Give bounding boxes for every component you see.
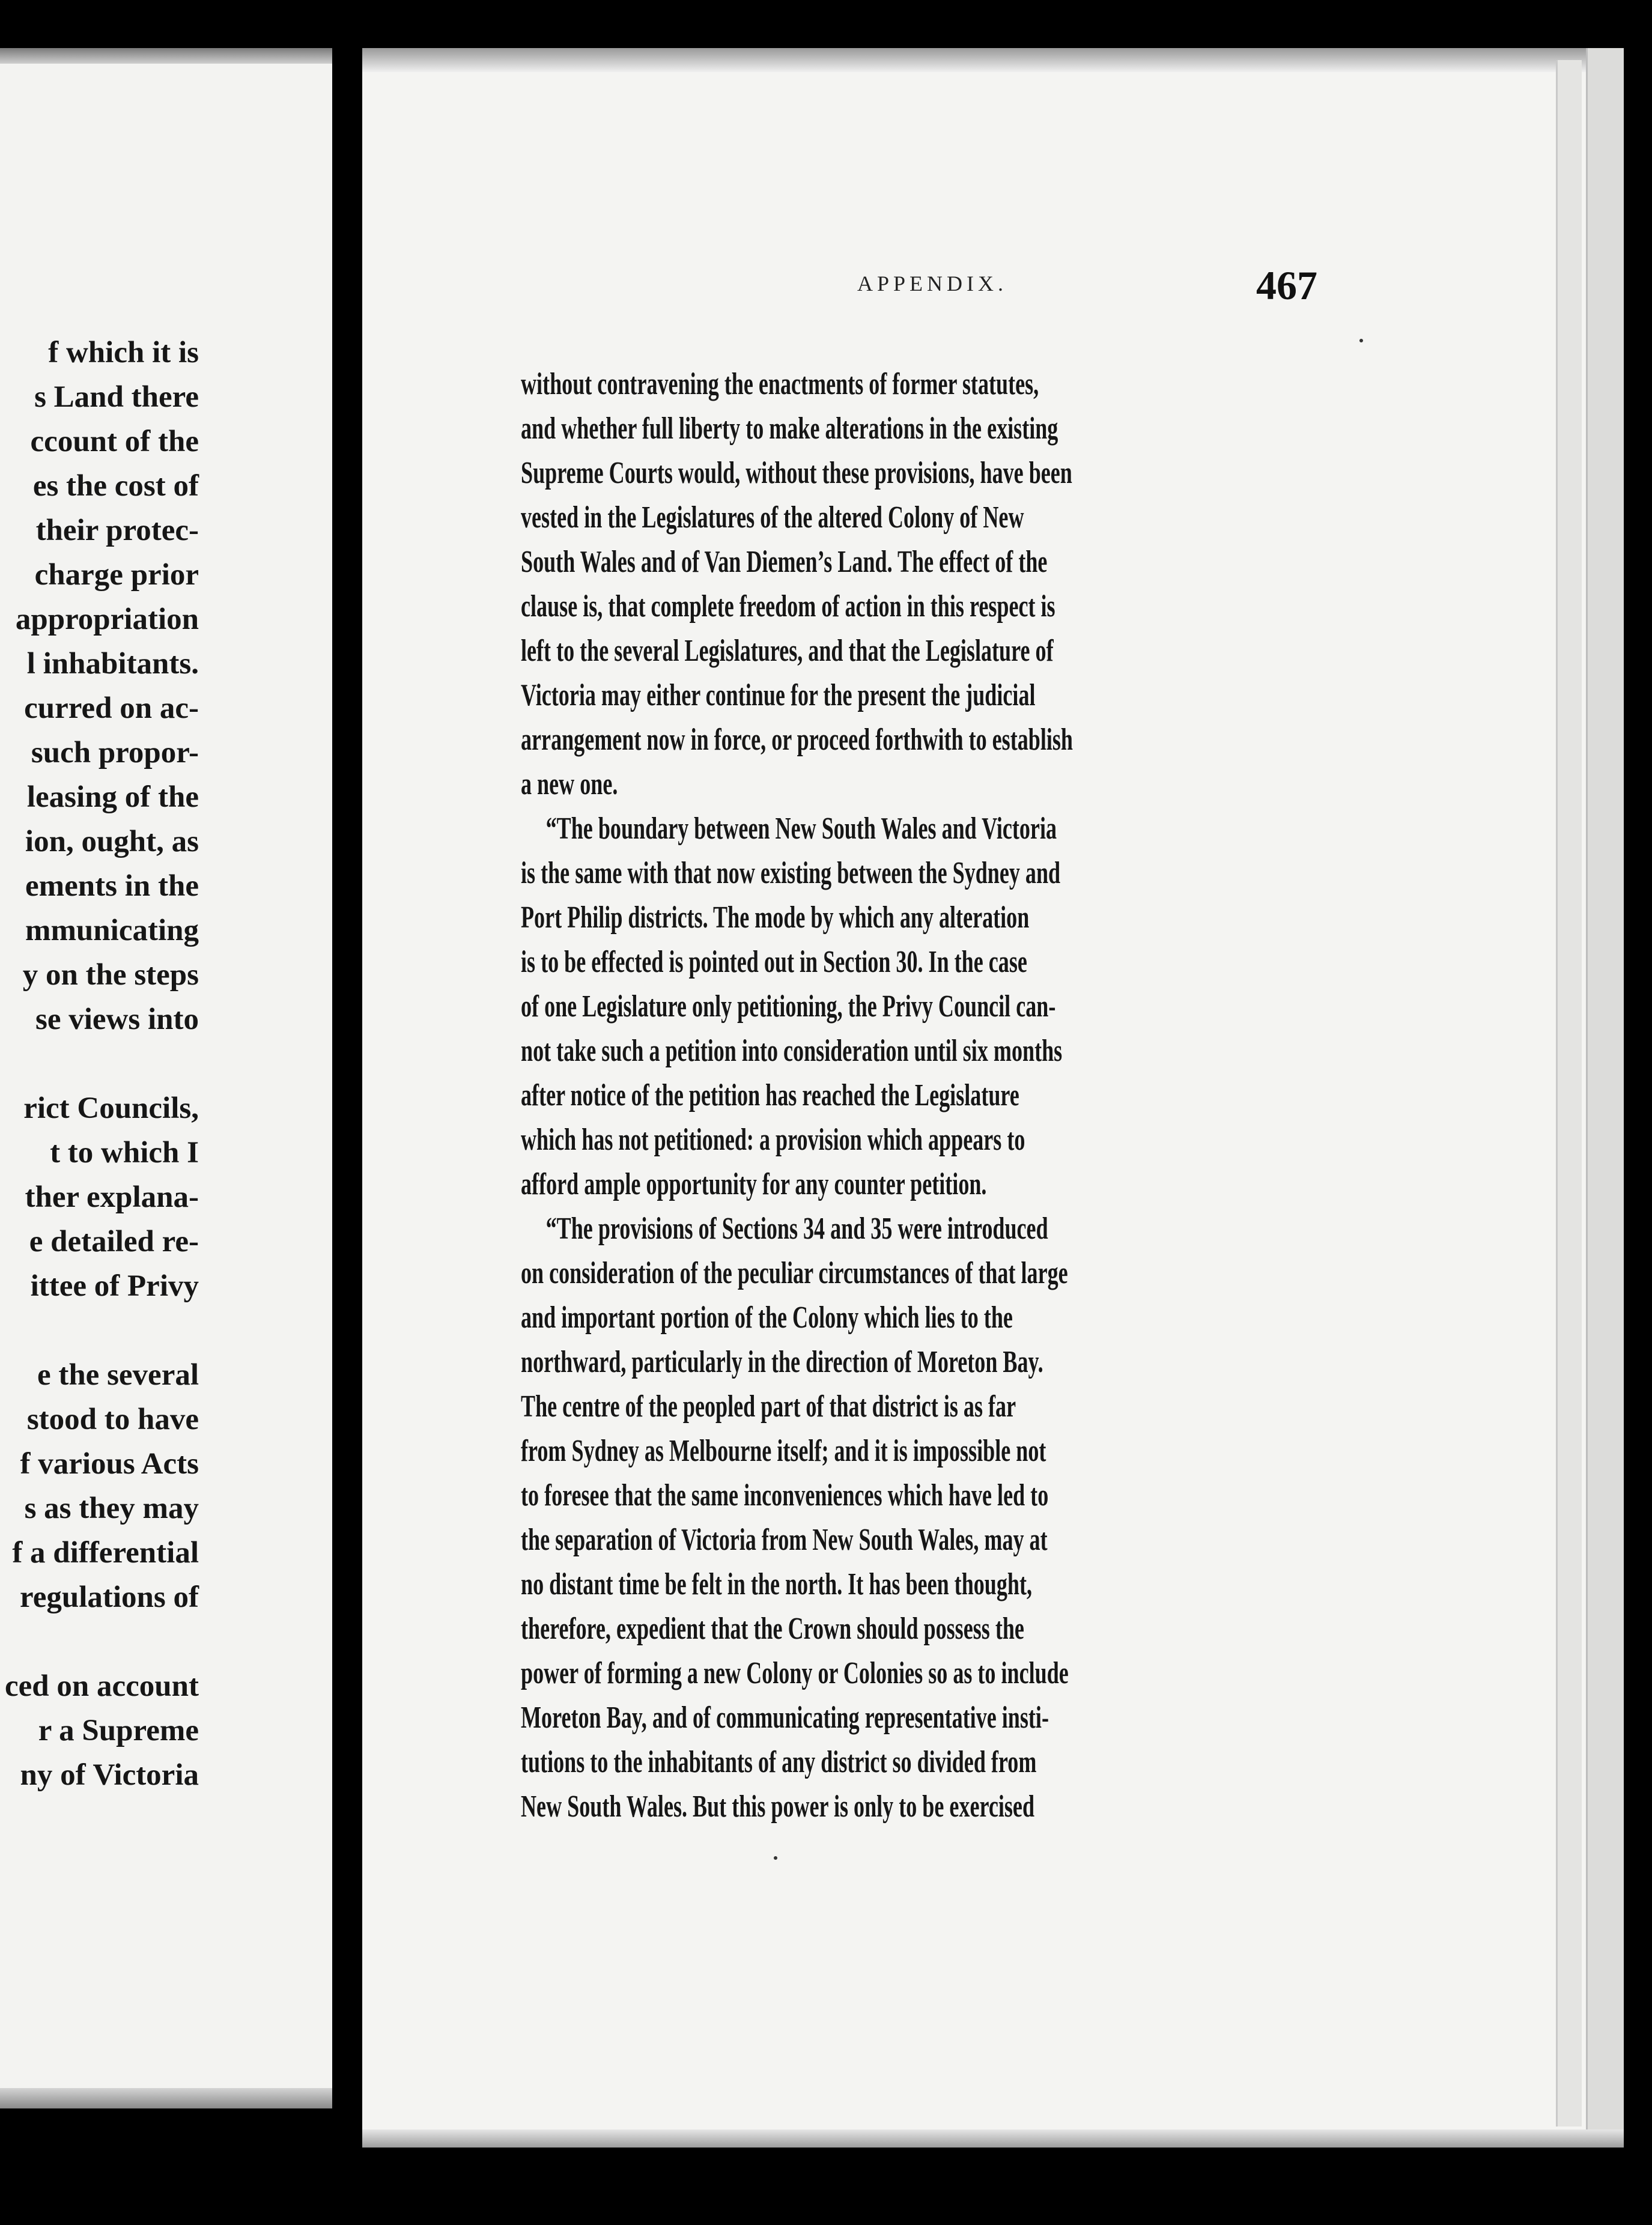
left-text-line: their protec- [35,514,199,547]
left-text-line: regulations of [20,1580,199,1614]
left-page-top-edge [0,48,332,64]
paragraph-gap [0,1308,199,1353]
left-text-line: se views into [35,1003,199,1036]
left-text-line: rict Councils, [23,1091,199,1125]
left-text-line: es the cost of [32,469,199,503]
left-text-line: ion, ought, as [25,825,199,858]
left-text-line: l inhabitants. [26,647,199,681]
body-text-line: northward, particularly in the direction of Moreton Bay. [521,1345,1043,1379]
body-text-line: and important portion of the Colony which lies to the [521,1301,1013,1335]
left-text-line: ny of Victoria [20,1758,199,1792]
body-text-line: Supreme Courts would, without these provisions, have been [521,456,1072,490]
scan-speck [1359,339,1363,342]
body-text-line: South Wales and of Van Diemen’s Land. The effect of the [521,545,1048,579]
left-text-line: s Land there [34,380,199,414]
left-page-fragment [0,48,332,2108]
running-head: APPENDIX. [857,272,1008,296]
right-page-top-edge [362,48,1624,72]
body-text-line: The centre of the peopled part of that district is as far [521,1389,1016,1424]
paragraph-gap [0,1619,199,1664]
left-text-line: f a differential [12,1536,199,1570]
left-text-line: r a Supreme [38,1714,199,1747]
left-text-line: such propor- [31,736,199,769]
page-body-text [521,362,1624,1829]
page-number: 467 [1256,263,1317,308]
body-text-line: power of forming a new Colony or Colonies so as to include [521,1656,1069,1690]
body-text-line: the separation of Victoria from New South Wales, may at [521,1523,1048,1557]
body-text-line: therefore, expedient that the Crown should possess the [521,1612,1024,1646]
body-text-line: Port Philip districts. The mode by which any alteration [521,900,1030,935]
body-text-line: arrangement now in force, or proceed forthwith to establish [521,723,1073,757]
left-text-line: ther explana- [25,1180,199,1214]
body-text-line: without contravening the enactments of former statutes, [521,367,1039,401]
left-text-line: ced on account [5,1669,199,1703]
paragraph-gap [0,1042,199,1086]
left-text-line: e detailed re- [29,1225,199,1258]
left-text-line: y on the steps [22,958,199,992]
left-text-line: charge prior [34,558,199,592]
left-text-line: f which it is [48,336,199,369]
body-text-line: to foresee that the same inconveniences which have led to [521,1478,1049,1513]
body-text-line: which has not petitioned: a provision which appears to [521,1123,1025,1157]
body-text-line: not take such a petition into consideration until six months [521,1034,1063,1068]
body-text-line: New South Wales. But this power is only to be exercised [521,1789,1035,1824]
left-text-line: stood to have [26,1403,199,1436]
body-text-line: of one Legislature only petitioning, the Privy Council can- [521,989,1056,1024]
scan-speck [774,1856,777,1860]
body-text-line: left to the several Legislatures, and that the Legislature of [521,634,1054,668]
body-text-line: and whether full liberty to make alterations in the existing [521,411,1058,446]
body-text-line: on consideration of the peculiar circumstances of that large [521,1256,1068,1290]
body-text-line: is the same with that now existing between the Sydney and [521,856,1061,890]
body-text-line: afford ample opportunity for any counter petition. [521,1167,987,1201]
body-text-line: from Sydney as Melbourne itself; and it is impossible not [521,1434,1046,1468]
left-text-line: s as they may [24,1492,199,1525]
right-page [362,48,1624,2148]
body-text-line: clause is, that complete freedom of action in this respect is [521,589,1055,624]
body-text-line: no distant time be felt in the north. It has been thought, [521,1567,1033,1601]
left-text-line: appropriation [15,603,199,636]
body-text-line: after notice of the petition has reached the Legislature [521,1078,1019,1112]
left-text-line: ements in the [25,869,199,903]
left-text-line: ccount of the [30,425,199,458]
body-text-line: “The provisions of Sections 34 and 35 were introduced [545,1212,1048,1246]
left-text-line: leasing of the [26,780,199,814]
body-text-line: tutions to the inhabitants of any district so divided from [521,1745,1037,1779]
body-text-line: Moreton Bay, and of communicating representative insti- [521,1701,1049,1735]
body-text-line: Victoria may either continue for the present the judicial [521,678,1036,712]
body-text-line: vested in the Legislatures of the altered Colony of New [521,500,1024,535]
body-text-line: is to be effected is pointed out in Section 30. In the case [521,945,1027,979]
body-text-line: a new one. [521,767,618,801]
left-text-line: f various Acts [20,1447,199,1481]
left-text-line: t to which I [50,1136,199,1170]
left-text-line: ittee of Privy [30,1269,199,1303]
left-text-line: mmunicating [25,914,199,947]
left-page-bottom-edge [0,2088,332,2108]
body-text-line: “The boundary between New South Wales and Victoria [545,812,1057,846]
right-page-bottom-edge [362,2129,1624,2148]
left-text-line: curred on ac- [24,691,199,725]
left-text-line: e the several [37,1358,199,1392]
left-page-text [0,330,199,1797]
